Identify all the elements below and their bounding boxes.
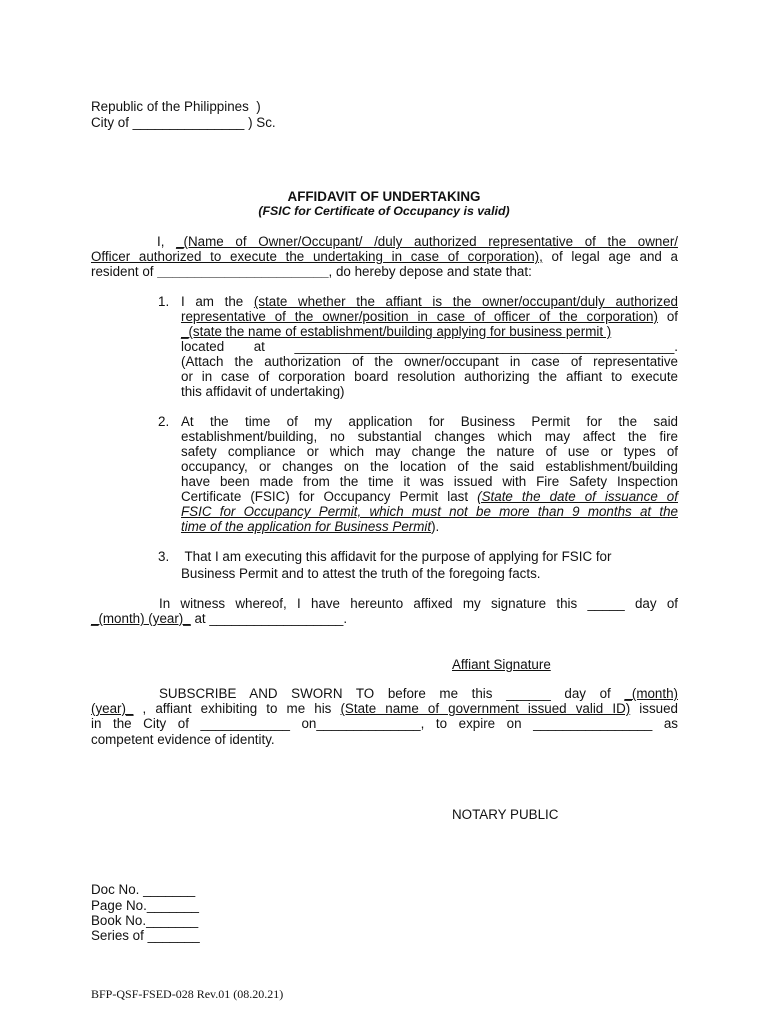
document-subtitle: (FSIC for Certificate of Occupancy is valid) <box>258 204 510 218</box>
item-1-line-7: this affidavit of undertaking) <box>181 384 345 399</box>
notary-public-label: NOTARY PUBLIC <box>452 807 559 822</box>
item-3-line-2: Business Permit and to attest the truth of the foregoing facts. <box>181 566 541 581</box>
subscribe-line-3: in the City of ____________ on______________, to expire on ________________ as <box>91 716 678 731</box>
intro-line-3: resident of _______________________, do hereby depose and state that: <box>91 264 532 279</box>
item-2-line-6: Certificate (FSIC) for Occupancy Permit last (State the date of issuance of <box>181 489 678 504</box>
page-no: Page No._______ <box>91 898 199 913</box>
item-2-line-2: establishment/building, no substantial changes which may affect the fire <box>181 429 678 444</box>
subscribe-line-4: competent evidence of identity. <box>91 732 275 747</box>
item-2-line-3: safety compliance or which may change the nature of use or types of <box>181 444 678 459</box>
witness-line-1: In witness whereof, I have hereunto affixed my signature this _____ day of <box>159 596 678 611</box>
series-of: Series of _______ <box>91 928 200 943</box>
document-title: AFFIDAVIT OF UNDERTAKING <box>287 189 481 204</box>
residence-blank: _______________________ <box>157 264 329 279</box>
witness-line-2: _(month) (year)_ at __________________. <box>91 611 348 626</box>
item-2-line-5: have been made from the time it was issued with Fire Safety Inspection <box>181 474 678 489</box>
footer-form-code: BFP-QSF-FSED-028 Rev.01 (08.20.21) <box>91 987 284 1001</box>
item-1-line-1: I am the (state whether the affiant is the owner/occupant/duly authorized <box>181 294 678 309</box>
doc-no: Doc No. _______ <box>91 882 196 897</box>
item-1-line-5: (Attach the authorization of the owner/occupant in case of representative <box>181 354 678 369</box>
item-1-line-4: located at ___________________________________________________. <box>181 339 678 354</box>
item-2-number: 2. <box>158 414 170 429</box>
item-2-line-4: occupancy, or changes on the location of the said establishment/building <box>181 459 678 474</box>
item-2-line-1: At the time of my application for Business Permit for the said <box>181 414 678 429</box>
affiant-signature-label: Affiant Signature <box>452 657 551 672</box>
item-2-line-8: time of the application for Business Permit). <box>181 519 440 534</box>
header-republic: Republic of the Philippines ) <box>91 99 261 114</box>
intro-line-2: Officer authorized to execute the undertaking in case of corporation), of legal age and a <box>91 249 678 264</box>
book-no: Book No._______ <box>91 913 199 928</box>
item-3-line-1: That I am executing this affidavit for the purpose of applying for FSIC for <box>181 549 612 564</box>
subscribe-line-1: SUBSCRIBE AND SWORN TO before me this ______ day of _(month) <box>159 686 678 701</box>
item-2-line-7: FSIC for Occupancy Permit, which must not be more than 9 months at the <box>181 504 678 519</box>
item-1-number: 1. <box>158 294 170 309</box>
item-1-line-2: representative of the owner/position in case of officer of the corporation) of <box>181 309 679 324</box>
item-3-number: 3. <box>158 549 170 564</box>
item-1-line-6: or in case of corporation board resolution authorizing the affiant to execute <box>181 369 678 384</box>
intro-line-1: I, _(Name of Owner/Occupant/ /duly authorized representative of the owner/ <box>157 234 678 249</box>
item-1-line-3: _(state the name of establishment/building applying for business permit ) <box>181 324 612 339</box>
location-blank: ___________________________________________________. <box>294 339 678 354</box>
header-city: City of _______________ ) Sc. <box>91 115 276 130</box>
subscribe-line-2: (year)_ , affiant exhibiting to me his (State name of government issued valid ID) issued <box>91 701 678 716</box>
